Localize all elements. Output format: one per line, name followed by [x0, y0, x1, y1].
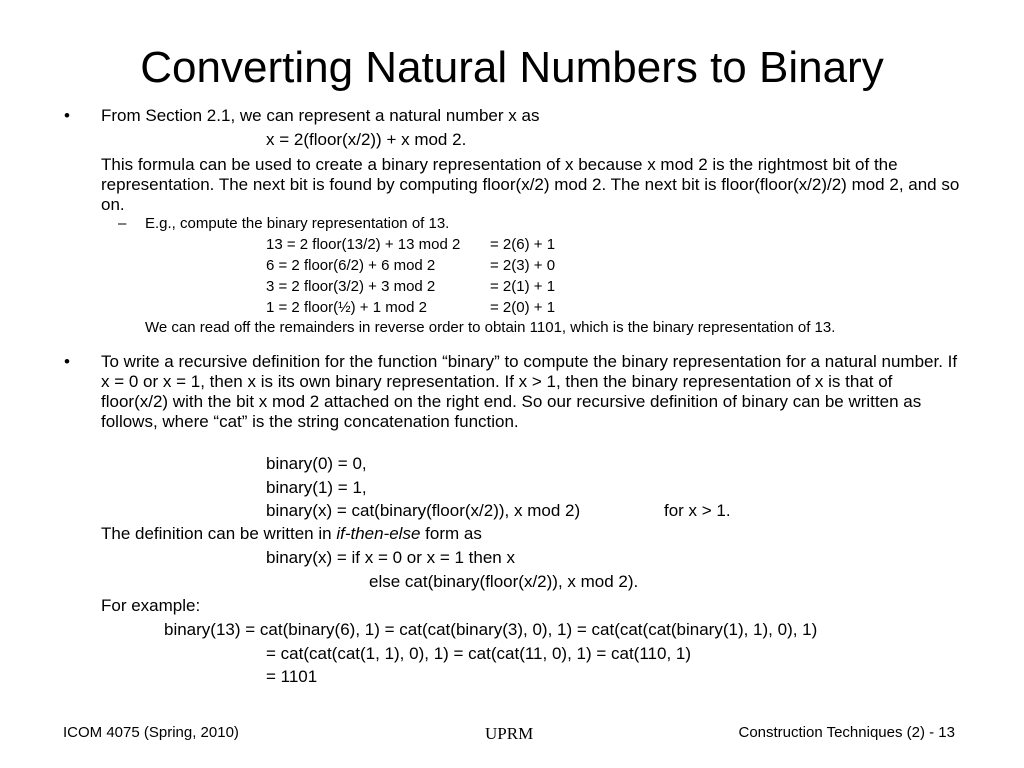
step-1-right: = 2(6) + 1 [490, 236, 556, 253]
section2-intro: To write a recursive definition for the function “binary” to compute the binary representation for a natural number. If x = 0 or x = 1, then x is its own binary representation. If x > 1, then the binary representation of x is that of floor(x/2) with the bit x mod 2 attached on the right end. So our recursive definition of binary can be written as follows, where “cat” is the string concatenation function. [101, 352, 958, 431]
step-4-right: = 2(0) + 1 [490, 299, 556, 316]
section1-intro: From Section 2.1, we can represent a natural number x as [101, 106, 540, 125]
bullet-2-glyph: • [64, 352, 70, 371]
bullet-1-glyph: • [64, 106, 70, 125]
section1-formula: x = 2(floor(x/2)) + x mod 2. [266, 130, 467, 149]
def-binary-x: binary(x) = cat(binary(floor(x/2)), x mod 2) [266, 501, 581, 520]
ite-line-1: binary(x) = if x = 0 or x = 1 then x [266, 548, 515, 567]
ite-line-2: else cat(binary(floor(x/2)), x mod 2). [369, 572, 639, 591]
footer-slide-number: Construction Techniques (2) - 13 [738, 724, 955, 741]
footer-institution: UPRM [485, 724, 534, 743]
example-line-3: = 1101 [266, 667, 318, 686]
example-line-1: binary(13) = cat(binary(6), 1) = cat(cat(binary(3), 0), 1) = cat(cat(cat(binary(1), 1), 0), 1) [164, 620, 818, 639]
example-intro: E.g., compute the binary representation of 13. [145, 215, 450, 232]
section1-explanation: This formula can be used to create a binary representation of x because x mod 2 is the rightmost bit of the representation. The next bit is found by computing floor(x/2) mod 2. The next bit is floor(floor(x/2)/2) mod 2, and so on. [101, 155, 960, 214]
def-binary-x-condition: for x > 1. [664, 501, 731, 520]
example-line-2: = cat(cat(cat(1, 1), 0), 1) = cat(cat(11, 0), 1) = cat(110, 1) [266, 644, 692, 663]
step-1-left: 13 = 2 floor(13/2) + 13 mod 2 [266, 236, 461, 253]
footer-course: ICOM 4075 (Spring, 2010) [63, 724, 239, 741]
slide-title: Converting Natural Numbers to Binary [140, 43, 884, 92]
step-4-left: 1 = 2 floor(½) + 1 mod 2 [266, 299, 427, 316]
ite-sentence [101, 524, 482, 544]
def-binary-0: binary(0) = 0, [266, 454, 367, 473]
def-binary-1: binary(1) = 1, [266, 478, 367, 497]
step-2-left: 6 = 2 floor(6/2) + 6 mod 2 [266, 257, 436, 274]
dash-glyph: – [118, 215, 127, 232]
ite-italic: if-then-else [336, 524, 421, 543]
step-2-right: = 2(3) + 0 [490, 257, 556, 274]
section1-conclusion: We can read off the remainders in reverse order to obtain 1101, which is the binary representation of 13. [145, 319, 836, 336]
ite-suffix: form as [420, 524, 482, 543]
example-label: For example: [101, 596, 201, 615]
step-3-left: 3 = 2 floor(3/2) + 3 mod 2 [266, 278, 436, 295]
ite-prefix: The definition can be written in [101, 524, 337, 543]
step-3-right: = 2(1) + 1 [490, 278, 556, 295]
